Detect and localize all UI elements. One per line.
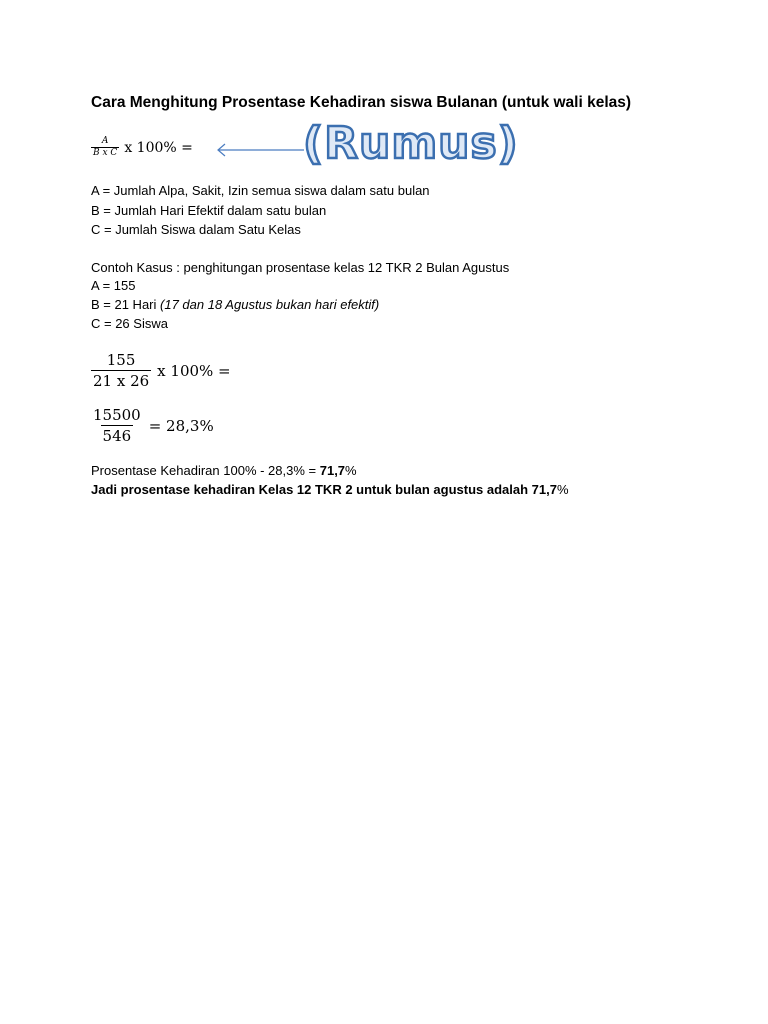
example-a: A = 155 [91,278,136,293]
step2-numerator: 15500 [93,406,141,424]
example-b-note: (17 dan 18 Agustus bukan hari efektif) [160,297,380,312]
conclusion-text: Jadi prosentase kehadiran Kelas 12 TKR 2 untuk bulan agustus adalah 71,7 [91,482,557,497]
step2-denominator: 546 [102,427,132,445]
calculation-step-2 [91,405,214,446]
calculation-step-1 [91,350,231,391]
example-heading: Contoh Kasus : penghitungan prosentase kelas 12 TKR 2 Bulan Agustus [91,260,510,275]
example-b-value: B = 21 Hari [91,297,161,312]
example-c: C = 26 Siswa [91,316,168,331]
example-b [91,296,379,314]
step2-tail: = 28,3% [148,416,214,435]
conclusion-suffix: % [557,482,569,497]
step1-numerator: 155 [106,351,136,369]
result-suffix: % [345,463,357,478]
conclusion-line [91,481,569,499]
result-prefix: Prosentase Kehadiran 100% - 28,3% = [91,463,320,478]
rumus-label: (Rumus) [303,118,519,169]
definition-a: A = Jumlah Alpa, Sakit, Izin semua siswa dalam satu bulan [91,183,430,198]
result-value: 71,7 [319,463,346,478]
step1-fraction [91,350,151,391]
step1-tail: x 100% = [157,361,231,380]
formula-fraction [91,136,119,159]
formula-tail: x 100% = [124,139,193,156]
formula [91,136,193,159]
formula-numerator: A [101,136,109,146]
result-line [91,462,357,480]
formula-denominator: B x C [93,148,118,158]
definition-c: C = Jumlah Siswa dalam Satu Kelas [91,222,301,237]
definition-b: B = Jumlah Hari Efektif dalam satu bulan [91,203,327,218]
document-title: Cara Menghitung Prosentase Kehadiran siswa Bulanan (untuk wali kelas) [91,94,632,111]
step1-denominator: 21 x 26 [93,372,150,390]
left-arrow-icon [214,140,306,160]
step2-fraction [91,405,143,446]
